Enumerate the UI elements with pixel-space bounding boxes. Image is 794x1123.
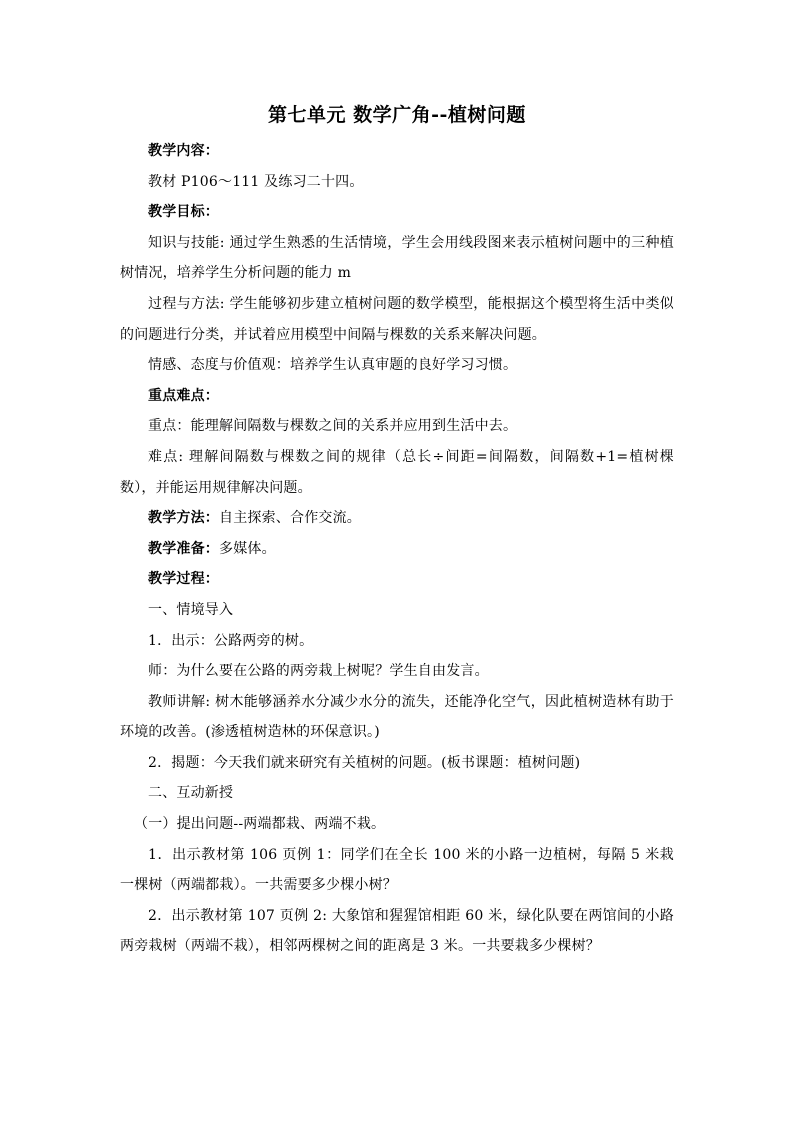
section-heading-key-points: 重点难点： — [148, 387, 219, 404]
paragraph: 重点：能理解间隔数与棵数之间的关系并应用到生活中去。 — [148, 418, 518, 435]
paragraph: 1．出示：公路两旁的树。 — [148, 632, 314, 649]
paragraph: 过程与方法: 学生能够初步建立植树问题的数学模型，能根据这个模型将生活中类似的问题进行分类，并试着应用模型中间隔与棵数的关系来解决问题。 — [120, 295, 674, 343]
paragraph: 难点: 理解间隔数与棵数之间的规律（总长÷间距=间隔数，间隔数+1=植树棵数），并能运用规律解决问题。 — [120, 448, 674, 496]
teaching-method-text: 自主探索、合作交流。 — [219, 510, 361, 527]
paragraph: 1．出示教材第 106 页例 1：同学们在全长 100 米的小路一边植树，每隔 5 米栽一棵树（两端都栽）。一共需要多少棵小树？ — [120, 846, 674, 894]
teaching-prep-label: 教学准备： — [148, 540, 219, 557]
paragraph: 教师讲解: 树木能够涵养水分减少水分的流失，还能净化空气，因此植树造林有助于环境的改善。(渗透植树造林的环保意识。) — [120, 693, 674, 741]
paragraph: 教材 P106～111 及练习二十四。 — [148, 173, 364, 190]
paragraph: （一）提出问题--两端都栽、两端不栽。 — [134, 816, 386, 833]
document-page — [120, 100, 674, 962]
paragraph-teaching-method — [120, 503, 674, 534]
teaching-method-label: 教学方法： — [148, 510, 219, 527]
paragraph: 师：为什么要在公路的两旁栽上树呢？学生自由发言。 — [148, 663, 489, 680]
section-heading-content: 教学内容： — [148, 143, 219, 159]
paragraph: 情感、态度与价值观：培养学生认真审题的良好学习习惯。 — [148, 357, 518, 374]
teaching-prep-text: 多媒体。 — [219, 540, 276, 557]
paragraph: 知识与技能: 通过学生熟悉的生活情境，学生会用线段图来表示植树问题中的三种植树情况，培养学生分析问题的能力 m — [120, 234, 674, 282]
paragraph: 2．揭题：今天我们就来研究有关植树的问题。(板书课题：植树问题) — [148, 754, 581, 771]
paragraph: 2．出示教材第 107 页例 2: 大象馆和猩猩馆相距 60 米，绿化队要在两馆间的小路两旁栽树（两端不栽），相邻两棵树之间的距离是 3 米。一共要栽多少棵树？ — [120, 907, 674, 955]
paragraph: 二、互动新授 — [148, 785, 234, 802]
document-title: 第七单元 数学广角--植树问题 — [268, 104, 526, 126]
paragraph-teaching-prep — [120, 534, 674, 565]
section-heading-process: 教学过程： — [148, 571, 219, 588]
paragraph: 一、情境导入 — [148, 601, 234, 618]
section-heading-goals: 教学目标： — [148, 204, 219, 221]
